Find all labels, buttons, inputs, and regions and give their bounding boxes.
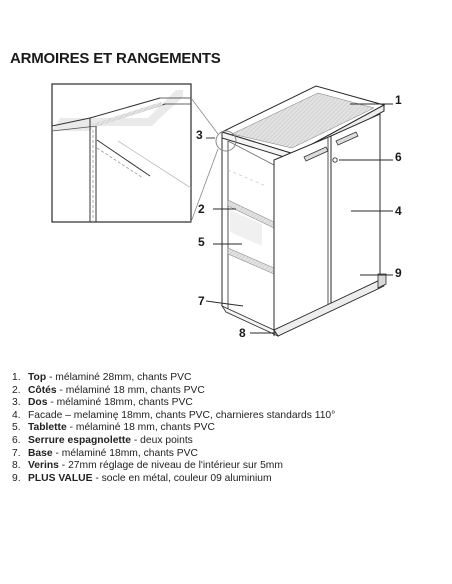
list-item: 5. Tablette - mélaminé 18 mm, chants PVC <box>12 422 215 434</box>
list-item: 6. Serrure espagnolette - deux points <box>12 434 193 446</box>
list-item: 3. Dos - mélaminé 18mm, chants PVC <box>12 397 193 409</box>
callout-3: 3 <box>196 128 203 142</box>
corner-detail-inset <box>52 84 191 222</box>
spec-list <box>12 372 432 485</box>
list-item: 1. Top - mélaminé 28mm, chants PVC <box>12 372 192 383</box>
callout-6: 6 <box>395 150 402 164</box>
list-item: 9. PLUS VALUE - socle en métal, couleur 09 aluminium <box>12 472 272 484</box>
list-item: 7. Base - mélaminé 18mm, chants PVC <box>12 447 198 459</box>
page-title: ARMOIRES ET RANGEMENTS <box>10 50 221 67</box>
list-item: 8. Verins - 27mm réglage de niveau de l'intérieur sur 5mm <box>12 460 283 472</box>
callout-4: 4 <box>395 204 402 218</box>
callout-9: 9 <box>395 266 402 280</box>
list-item: 4. Facade – melaminę 18mm, chants PVC, charnieres standards 110° <box>12 409 336 421</box>
callout-5: 5 <box>198 235 205 249</box>
callout-1: 1 <box>395 93 402 107</box>
list-item: 2. Côtés - mélaminé 18 mm, chants PVC <box>12 384 205 396</box>
callout-7: 7 <box>198 294 205 308</box>
callout-2: 2 <box>198 202 205 216</box>
callout-8: 8 <box>239 326 246 340</box>
